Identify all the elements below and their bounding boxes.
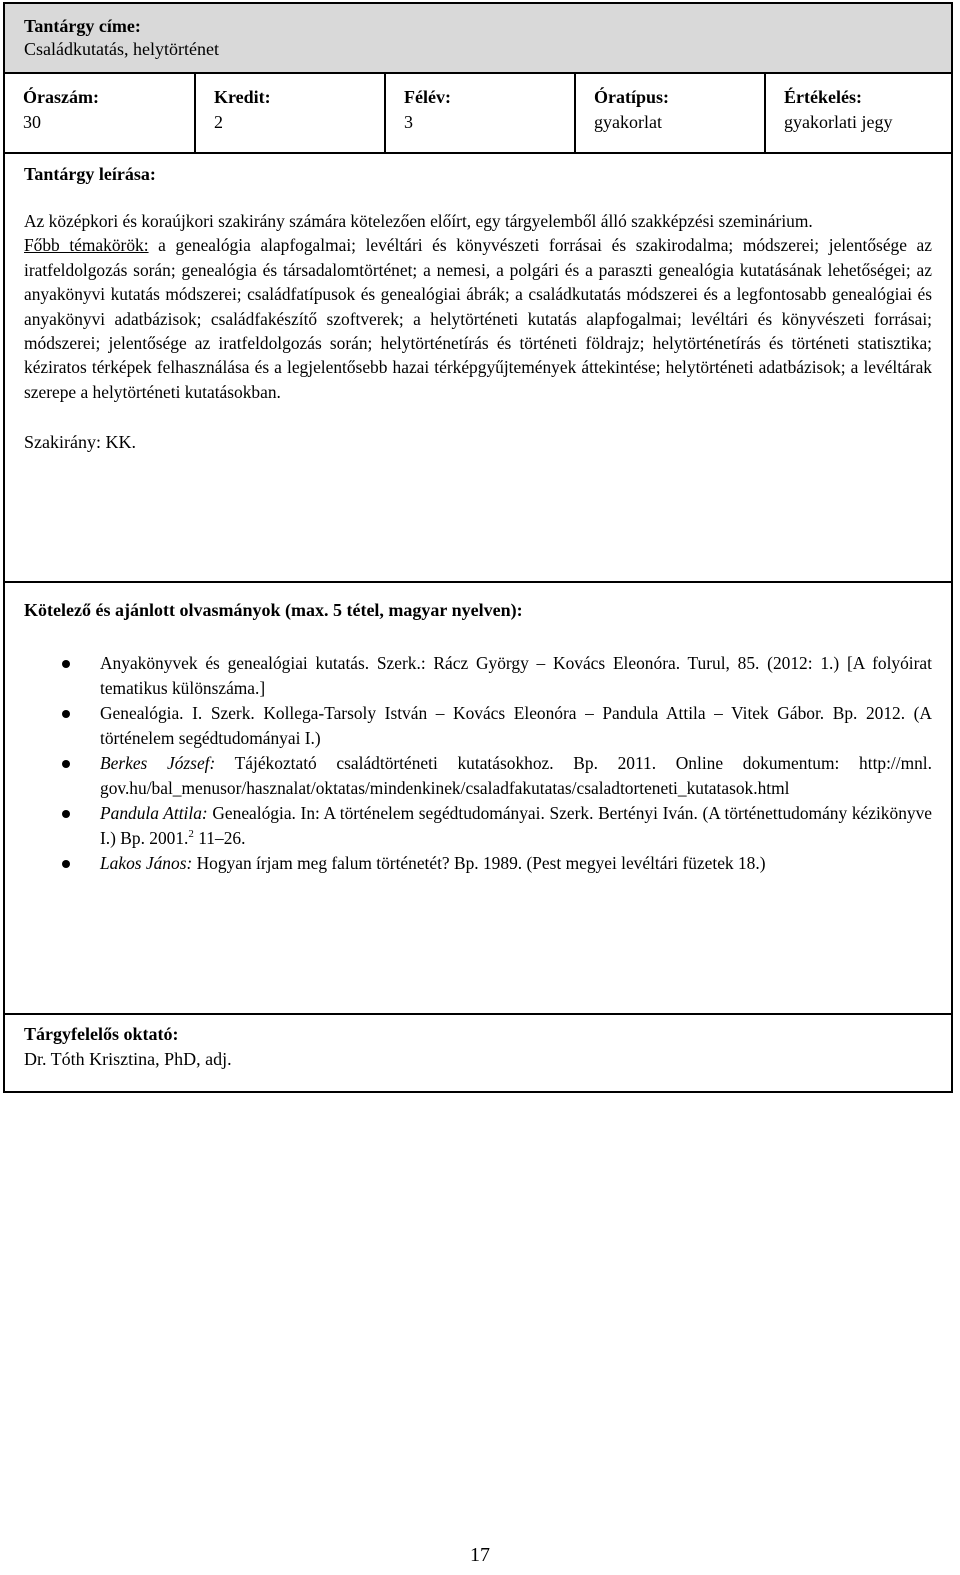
bullet-icon xyxy=(62,810,70,818)
reading-item xyxy=(24,701,932,751)
reading-item xyxy=(24,801,932,851)
description-label: Tantárgy leírása: xyxy=(24,164,156,184)
readings-section xyxy=(5,583,951,1015)
specialization: Szakirány: KK. xyxy=(24,432,136,453)
reading-text: Hogyan írjam meg falum történetét? Bp. 1989. (Pest megyei levéltári füzetek 18.) xyxy=(192,853,766,873)
reading-item xyxy=(24,651,932,701)
edition-superscript: 2 xyxy=(188,828,194,841)
bullet-icon xyxy=(62,760,70,768)
reading-item xyxy=(24,751,932,801)
description-intro xyxy=(24,209,932,404)
page-number: 17 xyxy=(470,1544,490,1566)
topics-text: a genealógia alapfogalmai; levéltári és könyvészeti forrásai és szakirodalma; módszerei; jelentősége az iratfeldolgozás során; genealógia és társadalomtörténet; a nemesi, a polgári és a paraszti genealógia kutatásának lehetőségei; az anyakönyvi kutatás módszerei; családfatípusok és genealógiai ábrák; a családkutatás módszerei és a legfontosabb genealógiai és anyakönyvi adatbázisok; családfakészítő szoftverek; a helytörténeti kutatás alapfogalmai; levéltári és könyvészeti forrásai; módszerei; jelentősége az iratfeldolgozás során; helytörténetírás és történeti földrajz; helytörténetírás és történeti statisztika; kéziratos térképek felhasználása és a legjelentősebb hazai térképgyűjtemények áttekintése; helytörténeti adatbázisok; a levéltárak szerepe a helytörténeti kutatásokban. xyxy=(24,235,932,402)
reading-text: Genealógia. In: A történelem segédtudományai. Szerk. Bertényi Iván. (A történettudomány kézikönyve I.) Bp. 2001. xyxy=(100,803,932,848)
semester-value: 3 xyxy=(404,112,413,132)
reading-item xyxy=(24,851,932,876)
semester-label: Félév: xyxy=(404,87,451,107)
readings-list xyxy=(24,651,932,876)
description-section xyxy=(5,154,951,583)
bullet-icon xyxy=(62,860,70,868)
hours-value: 30 xyxy=(23,112,41,132)
course-sheet xyxy=(3,2,953,1093)
evaluation-label: Értékelés: xyxy=(784,87,862,107)
reading-text: Tájékoztató családtörténeti kutatásokhoz. Bp. 2011. Online dokumentum: http://mnl. gov.hu/bal_menusor/hasznalat/oktatas/mindenkinek/csaladfakutatas/csaladtorteneti_kutatasok.html xyxy=(100,753,932,798)
semester-cell xyxy=(386,74,576,152)
class-type-label: Óratípus: xyxy=(594,87,670,107)
bullet-icon xyxy=(62,710,70,718)
course-title-label: Tantárgy címe: xyxy=(24,16,141,36)
course-title-value: Családkutatás, helytörténet xyxy=(24,39,219,59)
class-type-cell xyxy=(576,74,766,152)
credit-value: 2 xyxy=(214,112,223,132)
reading-author: Lakos János: xyxy=(100,853,193,873)
teacher-value: Dr. Tóth Krisztina, PhD, adj. xyxy=(24,1049,232,1069)
credit-cell xyxy=(196,74,386,152)
teacher-section xyxy=(5,1015,951,1091)
reading-text: Anyakönyvek és genealógiai kutatás. Szerk.: Rácz György – Kovács Eleonóra. Turul, 85. (2012: 1.) [A folyóirat tematikus különszáma.] xyxy=(100,653,932,698)
bullet-icon xyxy=(62,660,70,668)
class-type-value: gyakorlat xyxy=(594,112,662,132)
hours-label: Óraszám: xyxy=(23,87,99,107)
teacher-label: Tárgyfelelős oktató: xyxy=(24,1024,179,1044)
reading-pages: 11–26. xyxy=(193,828,246,848)
topics-label: Főbb témakörök: xyxy=(24,235,149,256)
reading-author: Berkes József: xyxy=(100,753,216,773)
evaluation-cell xyxy=(766,74,951,152)
course-info-row xyxy=(5,74,951,154)
course-title-section xyxy=(5,4,951,74)
credit-label: Kredit: xyxy=(214,87,271,107)
hours-cell xyxy=(5,74,196,152)
reading-author: Pandula Attila: xyxy=(100,803,208,823)
reading-text: Genealógia. I. Szerk. Kollega-Tarsoly István – Kovács Eleonóra – Pandula Attila – Vitek Gábor. Bp. 2012. (A történelem segédtudományai I.) xyxy=(100,703,932,748)
evaluation-value: gyakorlati jegy xyxy=(784,112,893,132)
description-intro-text: Az középkori és koraújkori szakirány számára kötelezően előírt, egy tárgyelemből álló szakképzési szeminárium. xyxy=(24,211,813,231)
readings-label: Kötelező és ajánlott olvasmányok (max. 5 tétel, magyar nyelven): xyxy=(24,600,523,620)
